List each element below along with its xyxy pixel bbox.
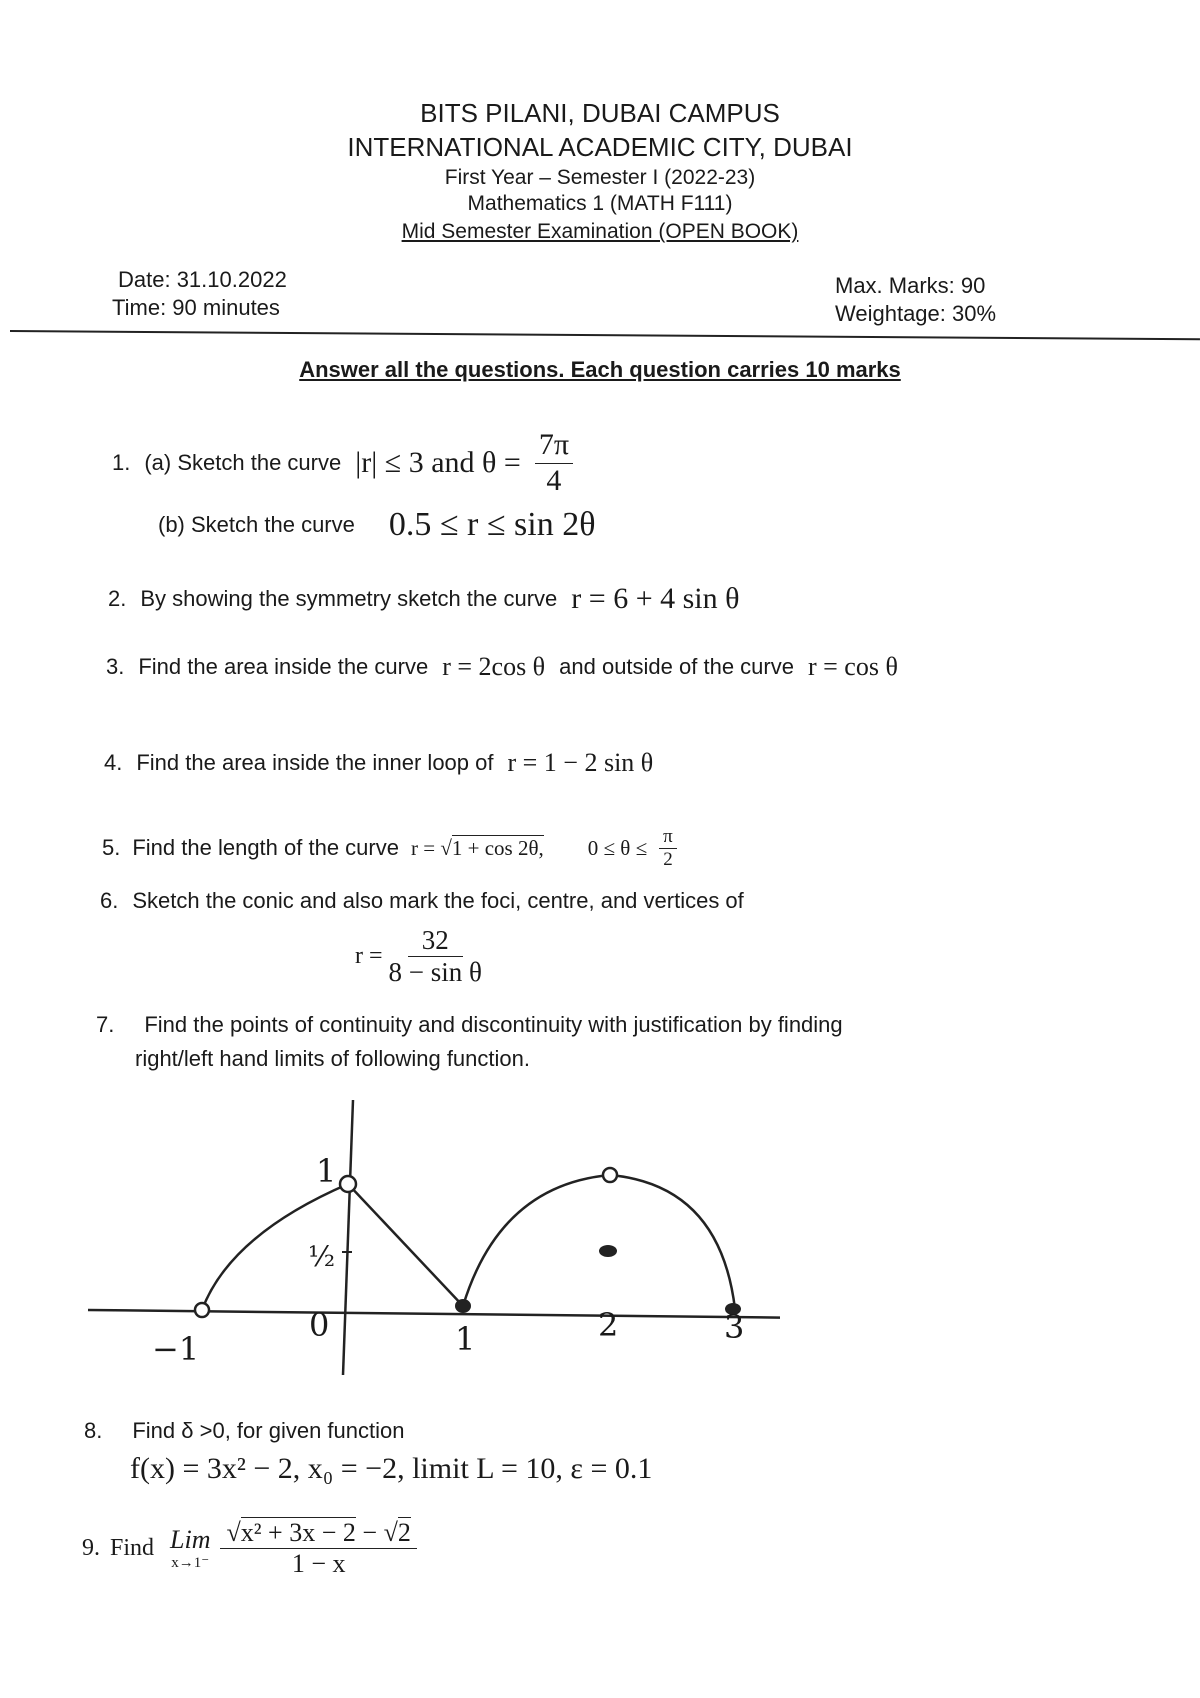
minus-sign: −: [362, 1518, 384, 1547]
exam-time: Time: 90 minutes: [112, 295, 280, 320]
question-math: r = 1 − 2 sin θ: [507, 748, 654, 777]
question-text: By showing the symmetry sketch the curve: [140, 586, 558, 611]
question-text: Find the area inside the curve: [138, 654, 429, 679]
fraction-numerator: √x² + 3x − 2 − √2: [220, 1518, 416, 1549]
question-math: r = 6 + 4 sin θ: [571, 582, 740, 615]
question-7-line2: right/left hand limits of following function.: [135, 1046, 530, 1071]
label-origin: 0: [309, 1306, 330, 1344]
fraction-denominator: 1 − x: [291, 1548, 346, 1578]
label-x-one: 1: [455, 1320, 476, 1358]
exam-date: Date: 31.10.2022: [118, 267, 287, 292]
sqrt-radicand: 1 + cos 2θ,: [451, 835, 544, 860]
question-number: 7.: [96, 1012, 115, 1037]
institution-name: BITS PILANI, DUBAI CAMPUS: [420, 98, 780, 128]
x-axis: [88, 1310, 780, 1318]
weightage: Weightage: 30%: [835, 301, 997, 326]
fraction-numerator: 7π: [535, 428, 573, 464]
question-4: [104, 748, 653, 778]
fraction-denominator: 2: [663, 848, 673, 870]
question-text: Sketch the conic and also mark the foci, centre, and vertices of: [132, 888, 744, 913]
equation-lhs: r =: [355, 943, 383, 970]
semicircle-arc: [463, 1175, 735, 1309]
filled-dot-two: [599, 1245, 617, 1257]
question-math: 0.5 ≤ r ≤ sin 2θ: [388, 506, 596, 543]
question-number: 9.: [82, 1534, 100, 1561]
open-dot-zero-one: [340, 1176, 356, 1192]
question-number: 6.: [100, 888, 119, 913]
instructions: Answer all the questions. Each question carries 10 marks: [299, 357, 901, 382]
question-text: (a) Sketch the curve: [144, 450, 342, 475]
question-9: [82, 1518, 417, 1579]
fraction: [389, 925, 482, 988]
exam-title: Mid Semester Examination (OPEN BOOK): [401, 220, 799, 243]
max-marks: Max. Marks: 90: [835, 273, 986, 298]
fraction: [535, 428, 573, 498]
label-y-half: ½: [308, 1240, 336, 1273]
course-title: Mathematics 1 (MATH F111): [467, 192, 733, 215]
sqrt-two: 2: [397, 1518, 411, 1547]
question-text: Find the area inside the inner loop of: [136, 750, 494, 775]
question-text-2: and outside of the curve: [559, 654, 794, 679]
open-dot-neg-one: [195, 1303, 209, 1317]
question-text: Find the points of continuity and discontinuity with justification by finding: [144, 1012, 843, 1037]
question-math: r = 2cos θ: [442, 652, 546, 681]
question-number: 3.: [106, 654, 125, 679]
question-math-2: r = cos θ: [807, 652, 898, 681]
semester-info: First Year – Semester I (2022-23): [444, 166, 756, 189]
conic-equation: [355, 925, 482, 988]
question-number: 5.: [102, 835, 121, 861]
limit-subscript: x→1⁻: [171, 1554, 210, 1571]
y-axis: [343, 1100, 353, 1375]
question-7: [96, 1012, 843, 1038]
question-text: Find δ >0, for given function: [132, 1418, 405, 1443]
label-y-one: 1: [316, 1152, 337, 1190]
question-3: [106, 652, 898, 682]
fraction-denominator: 8 − sin θ: [388, 957, 482, 988]
theta-range: 0 ≤ θ ≤: [587, 835, 648, 860]
label-x-three: 3: [724, 1308, 745, 1346]
question-number: 4.: [104, 750, 123, 775]
math-lhs: r =: [410, 835, 436, 860]
question-number: 1.: [112, 450, 131, 475]
label-x-two: 2: [598, 1306, 619, 1344]
limit-label: Lim: [170, 1524, 211, 1554]
filled-dot-one: [455, 1299, 471, 1313]
question-5: [102, 826, 677, 871]
question-text: (b) Sketch the curve: [158, 512, 355, 537]
question-math: r = √1 + cos 2θ,: [410, 835, 544, 860]
limit-fraction: [220, 1518, 416, 1579]
question-number: 8.: [84, 1418, 103, 1443]
question-6: [100, 888, 744, 914]
fraction-denominator: 4: [546, 463, 562, 497]
question-1a: [112, 428, 573, 498]
fraction-numerator: 32: [408, 925, 463, 957]
label-x-neg-one: −1: [152, 1330, 200, 1368]
fraction-numerator: π: [659, 826, 677, 849]
limit-operator: [170, 1525, 210, 1572]
question-number: 2.: [108, 586, 127, 611]
question-8: [84, 1418, 404, 1444]
line-segment: [348, 1184, 463, 1306]
campus-location: INTERNATIONAL ACADEMIC CITY, DUBAI: [347, 132, 853, 162]
sqrt-radicand: x² + 3x − 2: [240, 1518, 356, 1547]
question-math: |r| ≤ 3 and θ =: [355, 446, 521, 479]
open-dot-two-top: [603, 1168, 617, 1182]
fraction: [659, 826, 677, 871]
question-text: Find: [110, 1534, 155, 1561]
header-rule: [10, 330, 1200, 340]
question-1b: [158, 506, 595, 544]
question-8-math: f(x) = 3x² − 2, x₀ = −2, limit L = 10, ε = 0.1: [130, 1452, 653, 1485]
question-2: [108, 582, 740, 616]
question-text: Find the length of the curve: [132, 835, 399, 861]
